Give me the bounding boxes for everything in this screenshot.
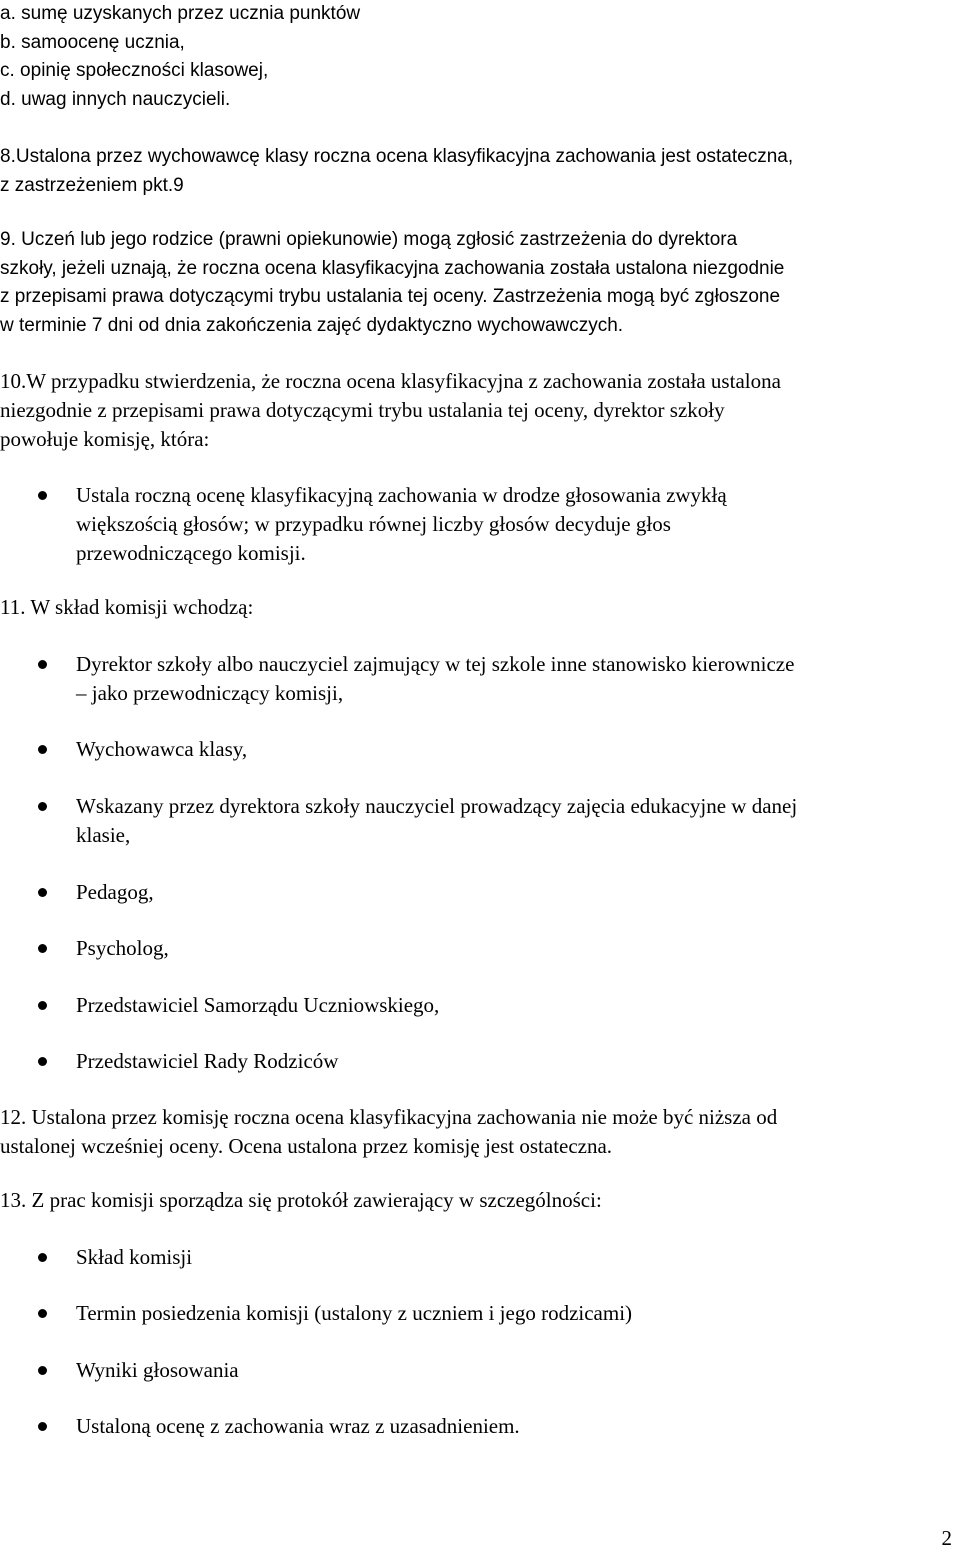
list-item-text bbox=[76, 792, 946, 850]
criteria-list bbox=[0, 0, 955, 115]
list-item-line: Wychowawca klasy, bbox=[76, 737, 248, 761]
list-item-line: Ustala roczną ocenę klasyfikacyjną zachowania w drodze głosowania zwykłą bbox=[76, 483, 727, 507]
paragraph-line: powołuje komisję, która: bbox=[0, 427, 210, 451]
list-item-line: przewodniczącego komisji. bbox=[76, 541, 306, 565]
list-item-line: – jako przewodniczący komisji, bbox=[76, 681, 344, 705]
paragraph-line: z zastrzeżeniem pkt.9 bbox=[0, 174, 184, 196]
bullet-icon bbox=[38, 1422, 47, 1431]
bullet-icon bbox=[38, 1253, 47, 1262]
list-item-line: Wyniki głosowania bbox=[76, 1358, 239, 1382]
list-item-text bbox=[76, 1047, 946, 1076]
bullet-icon bbox=[38, 1366, 47, 1375]
paragraph-11-heading bbox=[0, 593, 955, 622]
list-item-text bbox=[76, 934, 946, 963]
paragraph-line: ustalonej wcześniej oceny. Ocena ustalona przez komisję jest ostateczna. bbox=[0, 1134, 613, 1158]
list-item-text bbox=[76, 1356, 946, 1385]
criteria-item: c. opinię społeczności klasowej, bbox=[0, 60, 269, 82]
list-item-line: Dyrektor szkoły albo nauczyciel zajmujący w tej szkole inne stanowisko kierownicze bbox=[76, 652, 795, 676]
paragraph-line: w terminie 7 dni od dnia zakończenia zajęć dydaktyczno wychowawczych. bbox=[0, 315, 624, 337]
bullet-icon bbox=[38, 1309, 47, 1318]
bullet-icon bbox=[38, 491, 47, 500]
bullet-icon bbox=[38, 745, 47, 754]
list-item-line: Ustaloną ocenę z zachowania wraz z uzasadnieniem. bbox=[76, 1414, 520, 1438]
page-number: 2 bbox=[941, 1526, 952, 1550]
criteria-item: a. sumę uzyskanych przez ucznia punktów bbox=[0, 3, 361, 24]
paragraph-8 bbox=[0, 143, 955, 200]
list-item-line: klasie, bbox=[76, 823, 131, 847]
paragraph-13-heading bbox=[0, 1186, 955, 1215]
paragraph-10 bbox=[0, 367, 955, 454]
list-item-line: Termin posiedzenia komisji (ustalony z uczniem i jego rodzicami) bbox=[76, 1301, 633, 1325]
criteria-item: d. uwag innych nauczycieli. bbox=[0, 89, 231, 111]
list-item-line: Pedagog, bbox=[76, 880, 154, 904]
list-item-text bbox=[76, 991, 946, 1020]
list-item-line: Przedstawiciel Rady Rodziców bbox=[76, 1049, 339, 1073]
list-item-text bbox=[76, 735, 946, 764]
bullet-icon bbox=[38, 802, 47, 811]
paragraph-12 bbox=[0, 1103, 955, 1161]
bullet-icon bbox=[38, 1001, 47, 1010]
bullet-icon bbox=[38, 660, 47, 669]
paragraph-line: niezgodnie z przepisami prawa dotyczącymi trybu ustalania tej oceny, dyrektor szkoły bbox=[0, 398, 725, 422]
paragraph-line: 12. Ustalona przez komisję roczna ocena klasyfikacyjna zachowania nie może być niższa od bbox=[0, 1105, 778, 1129]
list-item-text bbox=[76, 878, 946, 907]
paragraph-line: z przepisami prawa dotyczącymi trybu ustalania tej oceny. Zastrzeżenia mogą być zgłoszone bbox=[0, 286, 781, 308]
list-item-line: Skład komisji bbox=[76, 1245, 193, 1269]
list-item-line: większością głosów; w przypadku równej liczby głosów decyduje głos bbox=[76, 512, 671, 536]
list-item-text bbox=[76, 650, 946, 708]
paragraph-line: 10.W przypadku stwierdzenia, że roczna ocena klasyfikacyjna z zachowania została ustalona bbox=[0, 369, 781, 393]
bullet-icon bbox=[38, 888, 47, 897]
paragraph-line: 8.Ustalona przez wychowawcę klasy roczna ocena klasyfikacyjna zachowania jest ostateczna, bbox=[0, 146, 794, 167]
list-item-text bbox=[76, 1299, 946, 1328]
list-item-text bbox=[76, 481, 946, 568]
bullet-icon bbox=[38, 944, 47, 953]
bullet-icon bbox=[38, 1057, 47, 1066]
list-item-line: Wskazany przez dyrektora szkoły nauczyciel prowadzący zajęcia edukacyjne w danej bbox=[76, 794, 798, 818]
paragraph-line: 13. Z prac komisji sporządza się protokół zawierający w szczególności: bbox=[0, 1188, 602, 1212]
paragraph-line: 9. Uczeń lub jego rodzice (prawni opiekunowie) mogą zgłosić zastrzeżenia do dyrektora bbox=[0, 229, 738, 250]
list-item-line: Przedstawiciel Samorządu Uczniowskiego, bbox=[76, 993, 440, 1017]
paragraph-line: szkoły, jeżeli uznają, że roczna ocena klasyfikacyjna zachowania została ustalona niezgodnie bbox=[0, 257, 785, 279]
list-item-line: Psycholog, bbox=[76, 936, 169, 960]
paragraph-line: 11. W skład komisji wchodzą: bbox=[0, 595, 254, 619]
paragraph-9 bbox=[0, 226, 955, 341]
list-item-text bbox=[76, 1412, 946, 1441]
criteria-item: b. samoocenę ucznia, bbox=[0, 31, 185, 53]
list-item-text bbox=[76, 1243, 946, 1272]
